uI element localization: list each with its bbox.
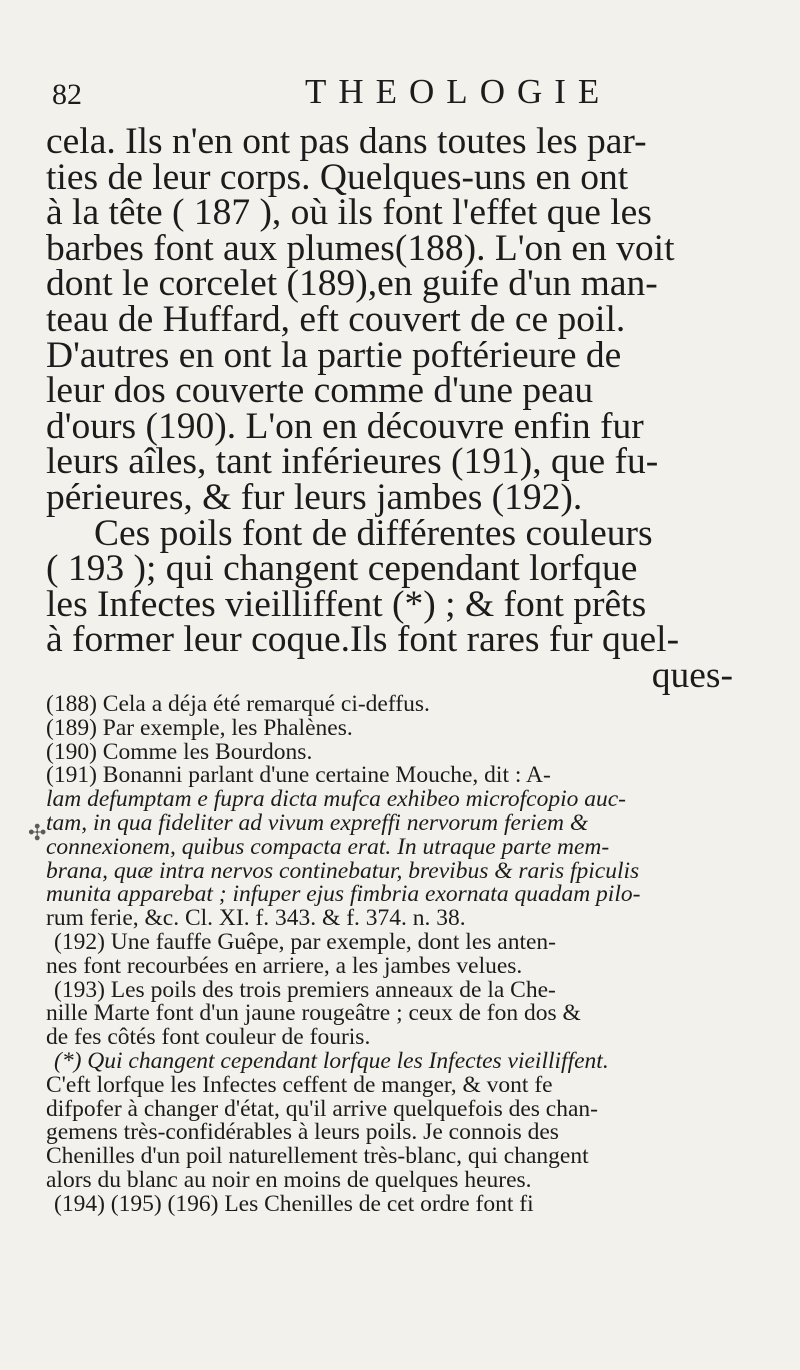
footnote-line: (194) (195) (196) Les Chenilles de cet ordre font fi [54,1190,534,1217]
running-title: THEOLOGIE [305,72,612,111]
text-line: ( 193 ); qui changent cependant lorfque [46,548,638,590]
text-line: Ces poils font de différentes couleurs [94,512,653,554]
footnote-line: brana, quæ intra nervos continebatur, brevibus & raris fpiculis [46,857,640,884]
text-line: à la tête ( 187 ), où ils font l'effet que les [46,192,652,234]
text-line: les Infectes vieilliffent (*) ; & font prêts [46,583,647,625]
text-line: à former leur coque.Ils font rares fur quel- [46,619,680,661]
text-line: dont le corcelet (189),en guife d'un man- [46,263,658,305]
margin-mark-icon: ✣ [28,820,47,845]
footnote-line: alors du blanc au noir en moins de quelques heures. [46,1166,532,1193]
footnote-line: (193) Les poils des trois premiers anneaux de la Che- [54,976,556,1003]
text-line: D'autres en ont la partie poftérieure de [46,334,622,376]
text-line: d'ours (190). L'on en découvre enfin fur [46,405,644,447]
footnote-line: lam defumptam e fupra dicta mufca exhibeo microfcopio auc- [46,786,626,813]
footnote-line: nes font recourbées en arriere, a les jambes velues. [46,952,523,979]
footnote-line: connexionem, quibus compacta erat. In utraque parte mem- [46,833,610,860]
footnote-line: gemens très-confidérables à leurs poils. Je connois des [46,1119,559,1146]
text-line: ties de leur corps. Quelques-uns en ont [46,156,629,198]
footnote-line: munita apparebat ; infuper ejus fimbria exornata quadam pilo- [46,881,641,908]
footnote-line: difpofer à changer d'état, qu'il arrive quelquefois des chan- [46,1095,598,1122]
catchword: ques- [651,654,733,696]
page-header [0,72,800,122]
footnote-line: nille Marte font d'un jaune rougeâtre ; ceux de fon dos & [46,1000,581,1027]
footnote-line: (190) Comme les Bourdons. [46,738,313,765]
main-text [46,121,771,696]
footnotes [46,693,771,1217]
footnote-line: (191) Bonanni parlant d'une certaine Mouche, dit : A- [46,762,551,789]
footnote-line: Chenilles d'un poil naturellement très-blanc, qui changent [46,1143,589,1170]
footnote-line: (188) Cela a déja été remarqué ci-deffus. [46,691,430,717]
text-line: cela. Ils n'en ont pas dans toutes les par- [46,121,647,162]
footnote-line: (192) Une fauffe Guêpe, par exemple, dont les anten- [54,928,557,955]
footnote-line: (*) Qui changent cependant lorfque les Infectes vieilliffent. [54,1047,609,1074]
text-line: leurs aîles, tant inférieures (191), que fu- [46,441,659,483]
page-number: 82 [52,78,82,111]
text-line: périeures, & fur leurs jambes (192). [46,476,583,518]
footnote-line: C'eft lorfque les Infectes ceffent de manger, & vont fe [46,1071,553,1098]
text-line: barbes font aux plumes(188). L'on en voit [46,227,675,269]
footnote-line: de fes côtés font couleur de fouris. [46,1024,371,1051]
footnote-line: rum ferie, &c. Cl. XI. f. 343. & f. 374. n. 38. [46,905,466,932]
text-line: teau de Huffard, eft couvert de ce poil. [46,298,626,340]
footnote-line: tam, in qua fideliter ad vivum expreffi nervorum feriem & [46,809,589,836]
text-line: leur dos couverte comme d'une peau [46,370,594,412]
footnote-line: (189) Par exemple, les Phalènes. [46,714,353,741]
